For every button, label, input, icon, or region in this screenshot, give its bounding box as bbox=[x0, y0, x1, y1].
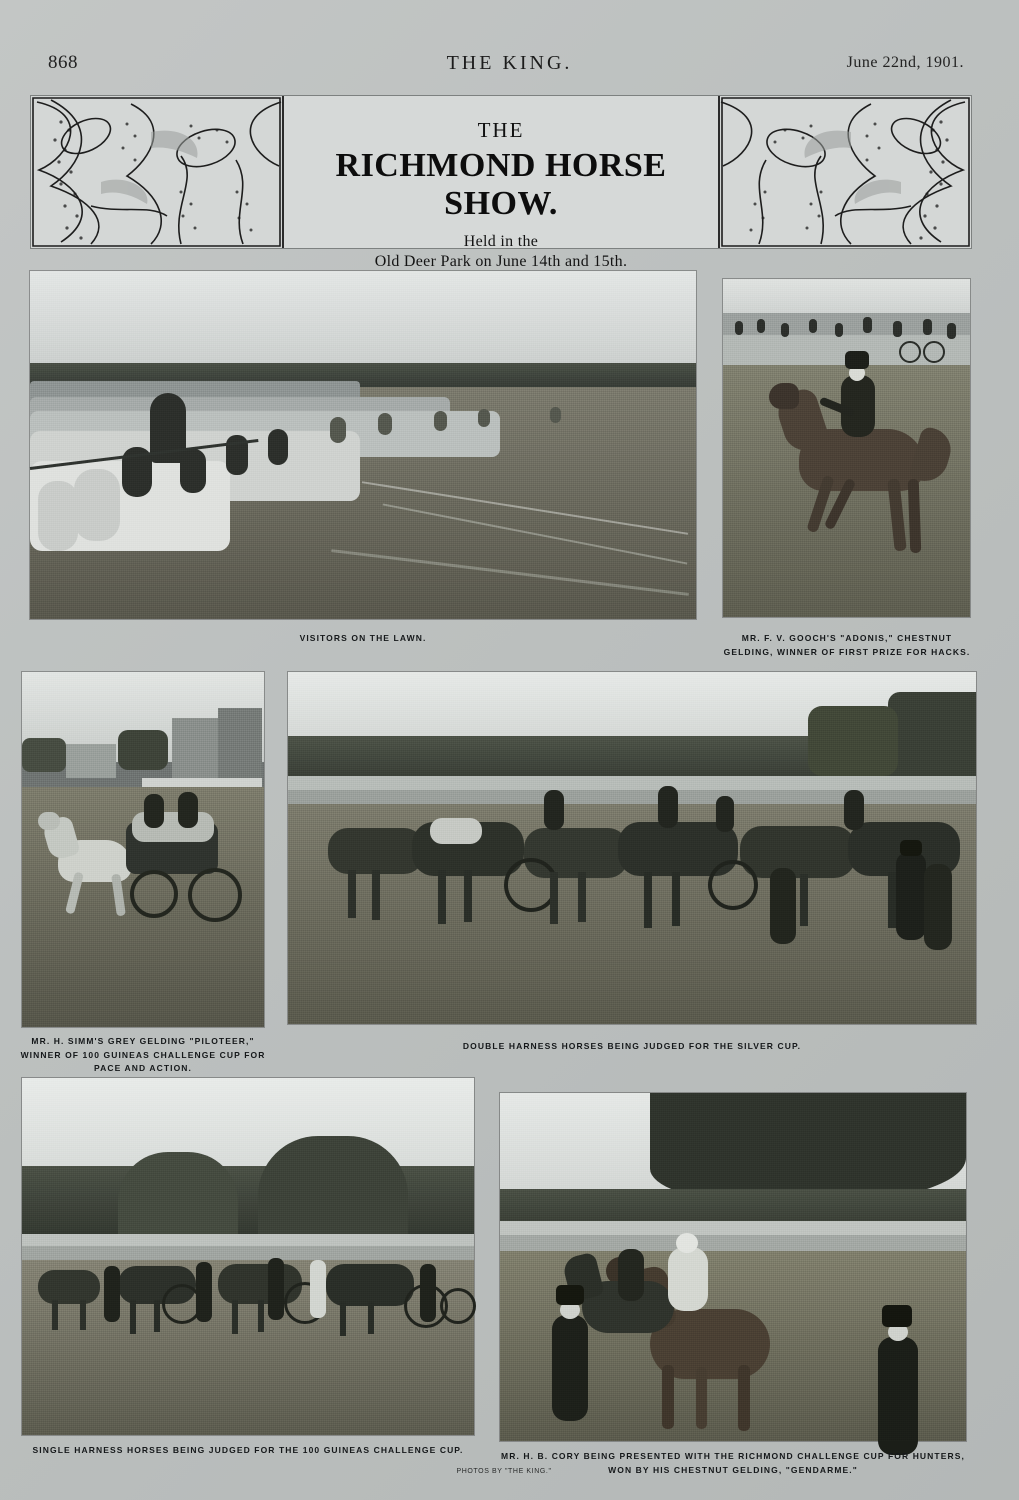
caption-double-harness-judging: DOUBLE HARNESS HORSES BEING JUDGED FOR THE SILVER CUP. bbox=[462, 1041, 802, 1051]
art-nouveau-ornament-icon bbox=[720, 96, 971, 248]
running-head bbox=[0, 52, 1019, 74]
page-number: 868 bbox=[48, 52, 78, 73]
title-subline-1: Held in the bbox=[463, 233, 539, 250]
photo-double-harness-judging bbox=[288, 672, 976, 1024]
art-nouveau-ornament-icon bbox=[31, 96, 282, 248]
caption-visitors-on-the-lawn: VISITORS ON THE LAWN. bbox=[299, 633, 427, 643]
title-box bbox=[282, 96, 720, 270]
ornament-left bbox=[31, 96, 282, 248]
ornament-right bbox=[720, 96, 971, 248]
photo-simm-piloteer bbox=[22, 672, 264, 1027]
caption-cory-gendarme: MR. H. B. CORY BEING PRESENTED WITH THE RICHMOND CHALLENGE CUP FOR HUNTERS, WON BY HIS CHESTNUT GELDING, "GENDARME." bbox=[501, 1451, 965, 1475]
photo-credit: PHOTOS BY "THE KING." bbox=[456, 1468, 552, 1475]
caption-simm-piloteer: MR. H. SIMM'S GREY GELDING "PILOTEER," WINNER OF 100 GUINEAS CHALLENGE CUP FOR PACE AND ACTION. bbox=[20, 1036, 266, 1074]
article-title-band bbox=[30, 95, 972, 270]
article-title: RICHMOND HORSE SHOW. bbox=[335, 147, 667, 222]
title-the: THE bbox=[477, 118, 525, 142]
publication-title: THE KING. bbox=[446, 52, 573, 74]
caption-gooch-adonis: MR. F. V. GOOCH'S "ADONIS," CHESTNUT GELDING, WINNER OF FIRST PRIZE FOR HACKS. bbox=[723, 633, 971, 657]
caption-single-harness-judging: SINGLE HARNESS HORSES BEING JUDGED FOR THE 100 GUINEAS CHALLENGE CUP. bbox=[32, 1445, 464, 1455]
photo-single-harness-judging bbox=[22, 1078, 474, 1435]
photo-visitors-on-the-lawn bbox=[30, 271, 696, 619]
issue-date: June 22nd, 1901. bbox=[846, 54, 964, 71]
photo-gooch-adonis bbox=[723, 279, 970, 617]
photo-cory-gendarme bbox=[500, 1093, 966, 1441]
title-subline-2: Old Deer Park on June 14th and 15th. bbox=[374, 253, 628, 270]
